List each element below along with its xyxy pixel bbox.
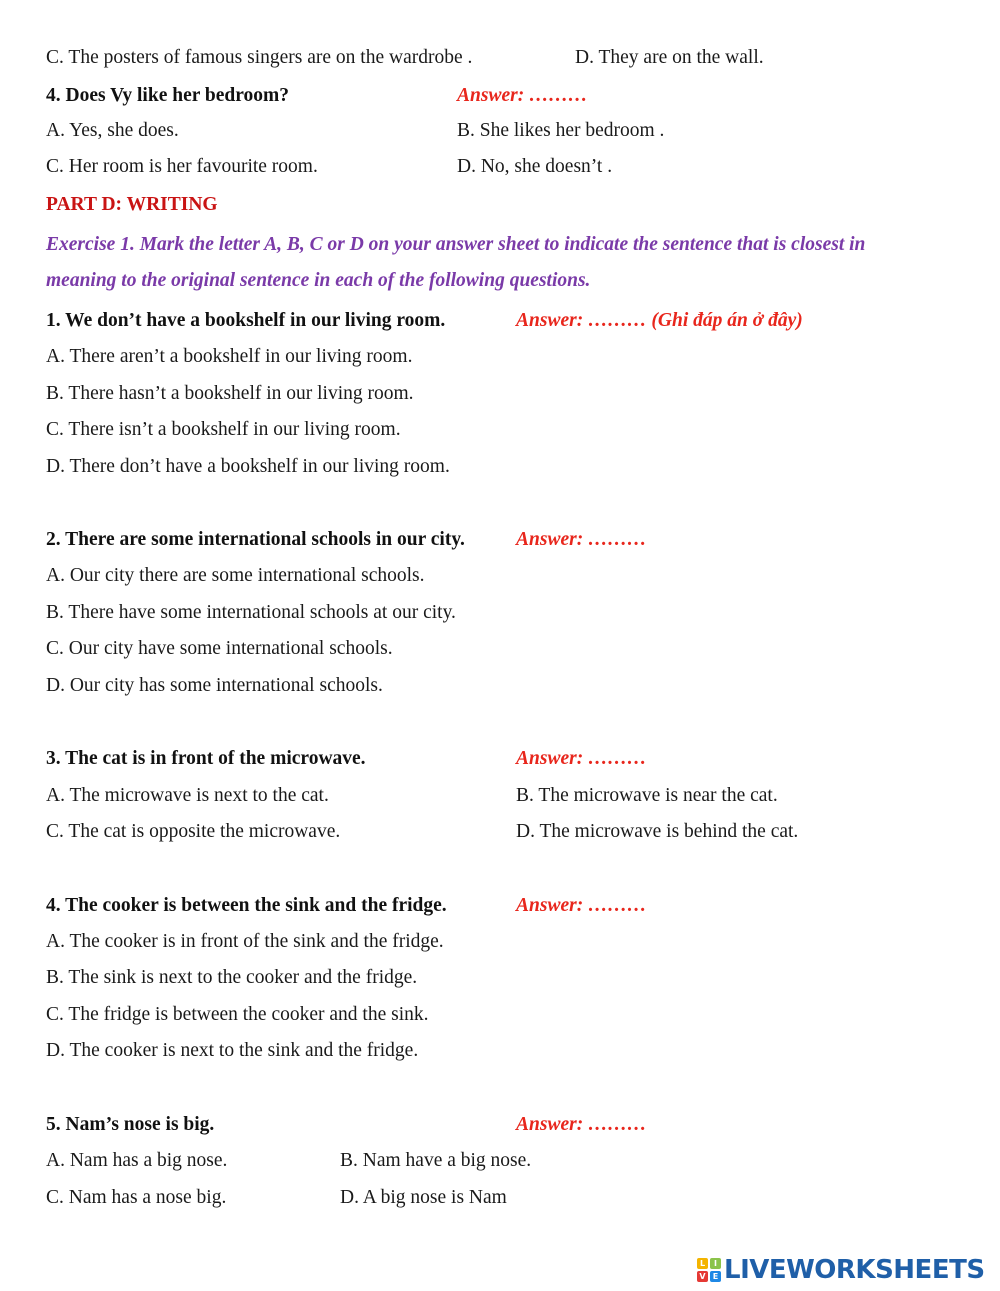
prev-q4-answer[interactable]: Answer: ………: [457, 85, 588, 106]
prev-q4-option-a: A. Yes, she does.: [46, 120, 179, 141]
q5-option-b: B. Nam have a big nose.: [340, 1150, 532, 1171]
q4-option-a: A. The cooker is in front of the sink and the fridge.: [46, 931, 444, 952]
liveworksheets-logo: [697, 1253, 985, 1287]
q2-option-d: D. Our city has some international schools.: [46, 675, 383, 696]
prev-option-d: D. They are on the wall.: [575, 47, 764, 68]
logo-block: E: [710, 1271, 721, 1282]
q2-answer[interactable]: Answer: ………: [516, 529, 647, 550]
q2-question: 2. There are some international schools in our city.: [46, 529, 465, 550]
q3-answer[interactable]: Answer: ………: [516, 748, 647, 769]
logo-text: LIVEWORKSHEETS: [724, 1255, 985, 1285]
q4-option-b: B. The sink is next to the cooker and the fridge.: [46, 967, 418, 988]
q1-option-b: B. There hasn’t a bookshelf in our living room.: [46, 383, 414, 404]
q1-option-c: C. There isn’t a bookshelf in our living room.: [46, 419, 401, 440]
q4-option-c: C. The fridge is between the cooker and the sink.: [46, 1004, 429, 1025]
q1-option-a: A. There aren’t a bookshelf in our living room.: [46, 346, 413, 367]
logo-block: V: [697, 1271, 708, 1282]
q3-option-d: D. The microwave is behind the cat.: [516, 821, 799, 842]
q1-answer[interactable]: Answer: ……… (Ghi đáp án ở đây): [516, 310, 803, 331]
logo-block: L: [697, 1258, 708, 1269]
q2-option-c: C. Our city have some international schools.: [46, 638, 393, 659]
q5-option-c: C. Nam has a nose big.: [46, 1187, 227, 1208]
q4-option-d: D. The cooker is next to the sink and the fridge.: [46, 1040, 419, 1061]
exercise-instruction-line2: meaning to the original sentence in each of the following questions.: [46, 270, 591, 291]
logo-block: I: [710, 1258, 721, 1269]
q3-option-c: C. The cat is opposite the microwave.: [46, 821, 341, 842]
q5-answer[interactable]: Answer: ………: [516, 1114, 647, 1135]
q3-option-a: A. The microwave is next to the cat.: [46, 785, 329, 806]
prev-option-c: C. The posters of famous singers are on the wardrobe .: [46, 47, 473, 68]
q3-option-b: B. The microwave is near the cat.: [516, 785, 778, 806]
prev-q4-option-c: C. Her room is her favourite room.: [46, 156, 318, 177]
q1-question: 1. We don’t have a bookshelf in our living room.: [46, 310, 446, 331]
q2-option-a: A. Our city there are some international schools.: [46, 565, 425, 586]
q2-option-b: B. There have some international schools at our city.: [46, 602, 456, 623]
q5-option-d: D. A big nose is Nam: [340, 1187, 507, 1208]
prev-q4-option-d: D. No, she doesn’t .: [457, 156, 613, 177]
exercise-instruction-line1: Exercise 1. Mark the letter A, B, C or D on your answer sheet to indicate the sentence that is closest in: [46, 234, 866, 255]
q5-question: 5. Nam’s nose is big.: [46, 1114, 215, 1135]
prev-q4-question: 4. Does Vy like her bedroom?: [46, 85, 290, 106]
prev-q4-option-b: B. She likes her bedroom .: [457, 120, 665, 141]
q5-option-a: A. Nam has a big nose.: [46, 1150, 228, 1171]
q1-option-d: D. There don’t have a bookshelf in our living room.: [46, 456, 450, 477]
q4-question: 4. The cooker is between the sink and the fridge.: [46, 895, 447, 916]
logo-blocks-icon: [697, 1258, 721, 1282]
q3-question: 3. The cat is in front of the microwave.: [46, 748, 366, 769]
q4-answer[interactable]: Answer: ………: [516, 895, 647, 916]
part-d-title: PART D: WRITING: [46, 194, 218, 215]
